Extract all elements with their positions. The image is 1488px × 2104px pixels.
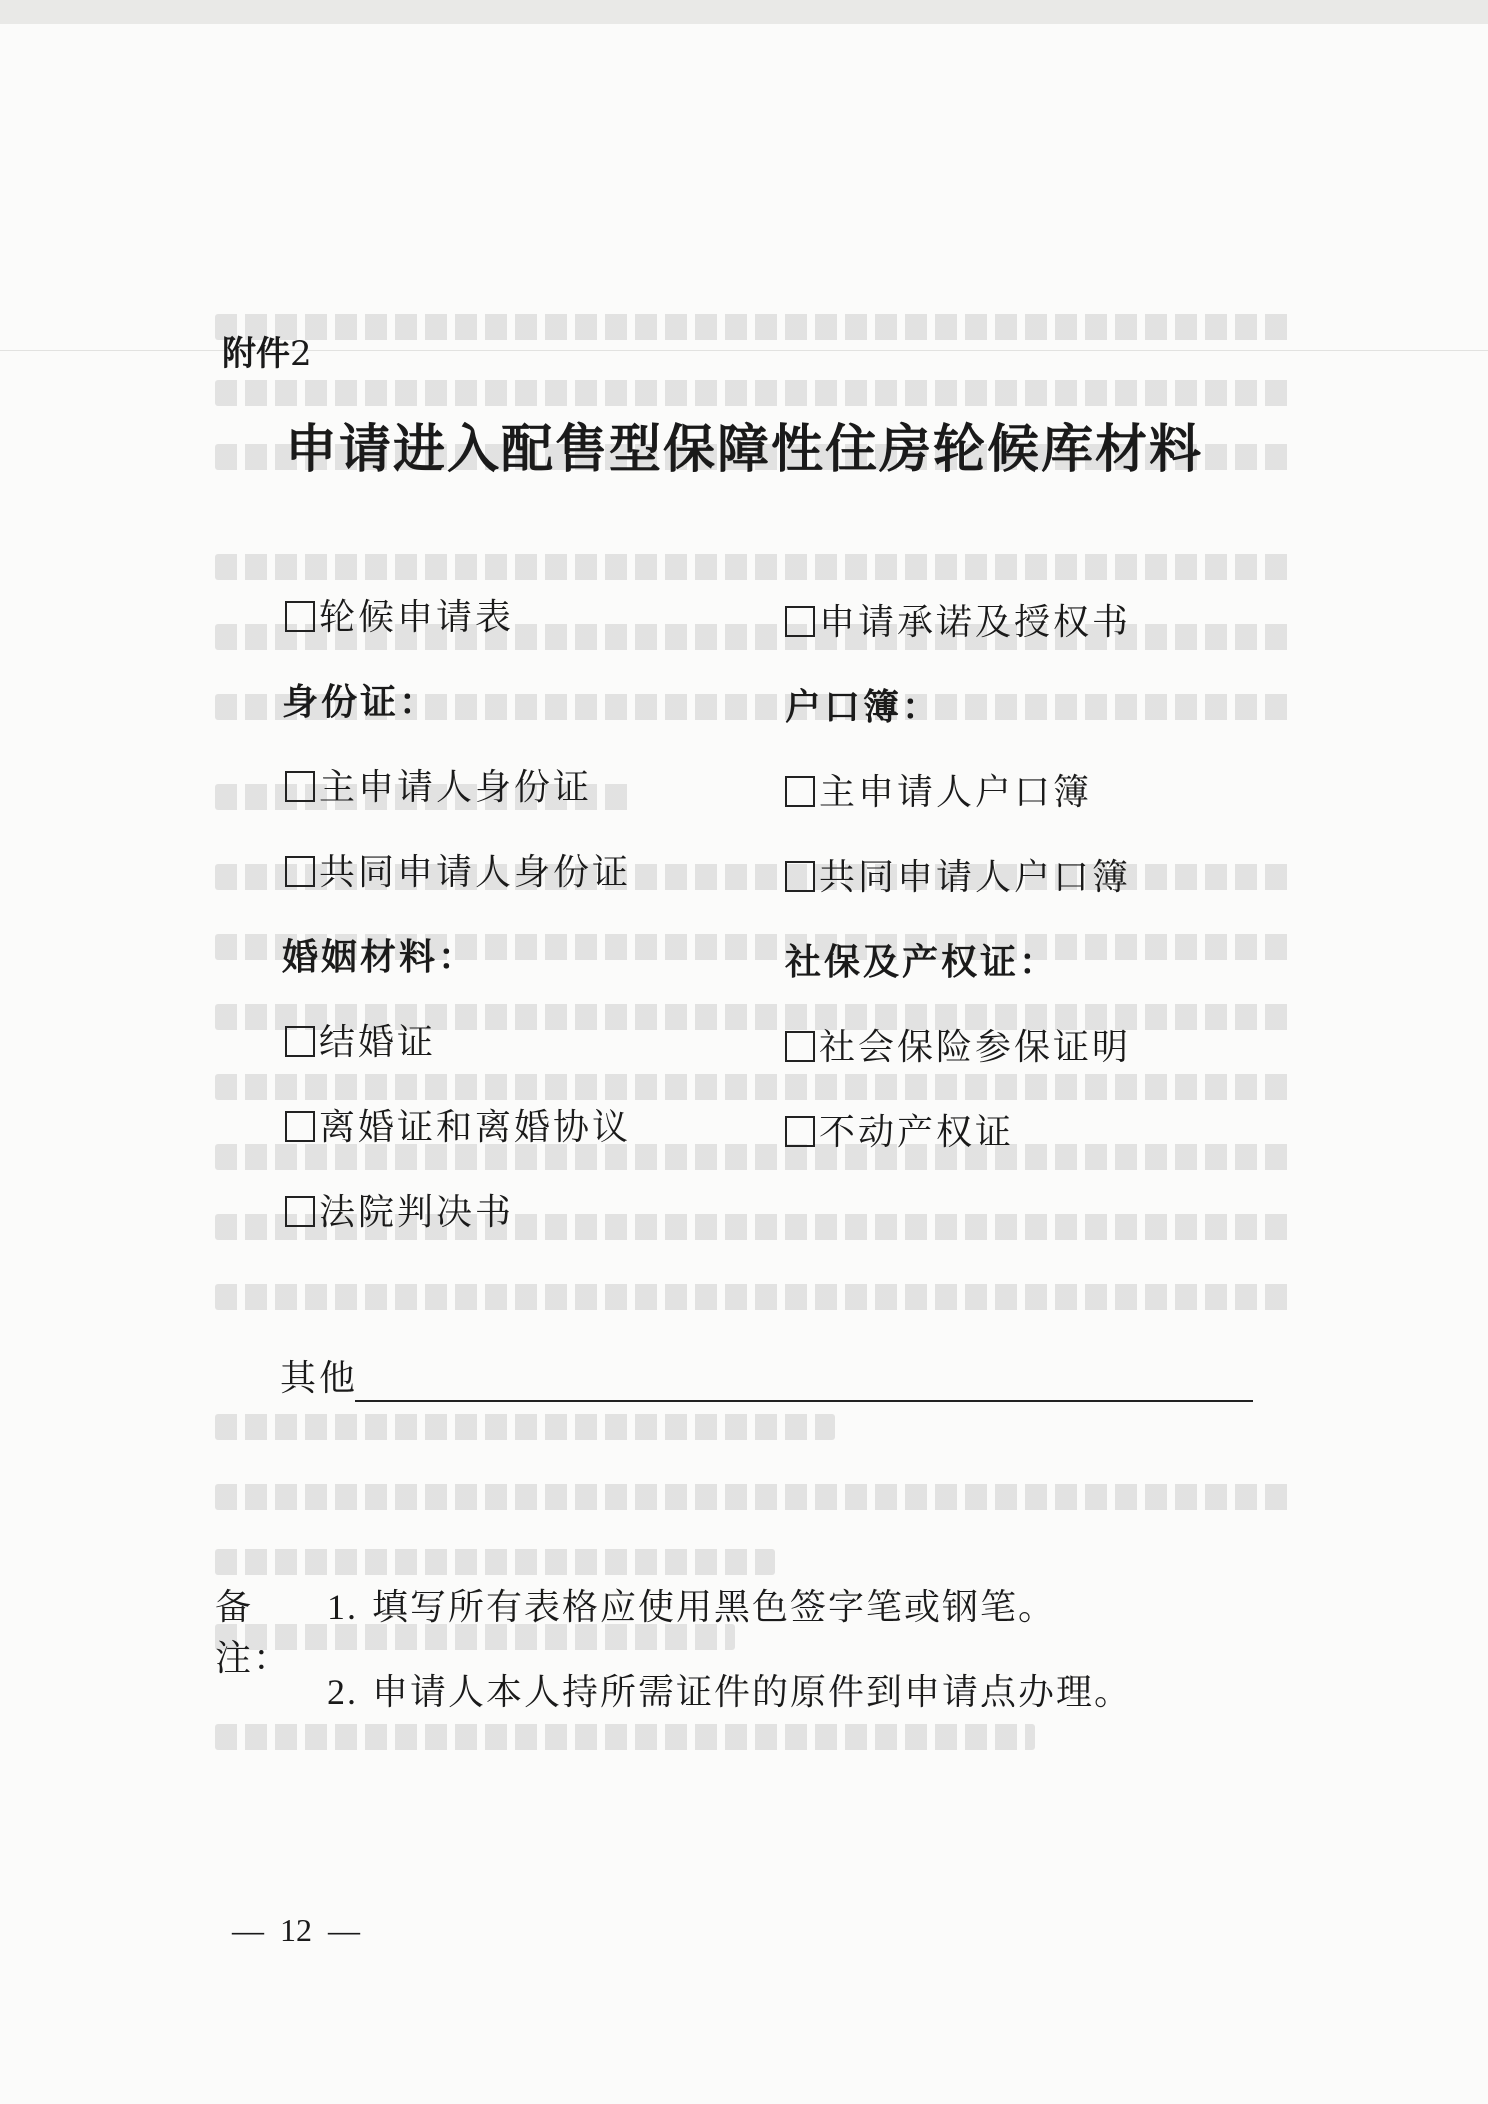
bleed-through-line — [215, 554, 1295, 580]
checkbox-icon[interactable] — [285, 1026, 315, 1057]
notes-section — [215, 1579, 1132, 1749]
item-label: 轮候申请表 — [319, 597, 515, 638]
attachment-word: 附件 — [222, 334, 290, 374]
note-row — [215, 1579, 1132, 1679]
bleed-through-line — [215, 1074, 1295, 1100]
note-text: 申请人本人持所需证件的原件到申请点办理。 — [372, 1672, 1133, 1713]
other-field[interactable] — [355, 1400, 1253, 1402]
document-page — [0, 24, 1488, 2104]
attachment-number: 2 — [290, 334, 312, 374]
note-number: 2. — [327, 1672, 358, 1712]
bleed-through-line — [215, 1484, 1295, 1510]
item-label: 主申请人户口簿 — [819, 772, 1093, 813]
bleed-through-line — [215, 1284, 1295, 1310]
checkbox-icon[interactable] — [785, 1116, 815, 1147]
checklist-item-main-id[interactable] — [285, 759, 592, 810]
section-header-marriage: 婚姻材料： — [282, 936, 478, 978]
section-header-id: 身份证： — [282, 681, 439, 723]
item-label: 离婚证和离婚协议 — [319, 1107, 632, 1148]
item-label: 结婚证 — [319, 1022, 437, 1063]
checklist-item-main-hukou[interactable] — [785, 764, 1092, 815]
bleed-through-line — [215, 380, 1295, 406]
section-header-hukou: 户口簿： — [785, 686, 942, 728]
checklist-item-co-id[interactable] — [285, 844, 631, 895]
checkbox-icon[interactable] — [785, 606, 815, 637]
page-number: — 12 — — [232, 1912, 360, 1948]
notes-label: 备注： — [215, 1587, 292, 1679]
item-label: 主申请人身份证 — [319, 767, 593, 808]
document-title: 申请进入配售型保障性住房轮候库材料 — [284, 419, 1203, 480]
checkbox-icon[interactable] — [785, 861, 815, 892]
section-header-social: 社保及产权证： — [785, 941, 1059, 983]
checkbox-icon[interactable] — [285, 1196, 315, 1227]
item-label: 不动产权证 — [819, 1112, 1015, 1153]
checkbox-icon[interactable] — [285, 1111, 315, 1142]
attachment-label — [222, 326, 312, 375]
checklist-item-property-cert[interactable] — [785, 1104, 1014, 1155]
note-row — [215, 1664, 1132, 1749]
checkbox-icon[interactable] — [785, 776, 815, 807]
checkbox-icon[interactable] — [285, 856, 315, 887]
item-label: 共同申请人户口簿 — [819, 857, 1132, 898]
checklist-item-court-judgment[interactable] — [285, 1184, 514, 1235]
checkbox-icon[interactable] — [285, 601, 315, 632]
checkbox-icon[interactable] — [285, 771, 315, 802]
item-label: 社会保险参保证明 — [819, 1027, 1132, 1068]
checklist-item-divorce-cert[interactable] — [285, 1099, 631, 1150]
item-label: 申请承诺及授权书 — [819, 602, 1132, 643]
checklist-item-social-insurance[interactable] — [785, 1019, 1131, 1070]
note-number: 1. — [327, 1587, 358, 1627]
checklist-item-marriage-cert[interactable] — [285, 1014, 436, 1065]
note-text: 填写所有表格应使用黑色签字笔或钢笔。 — [372, 1587, 1057, 1628]
checklist-item-commitment[interactable] — [785, 594, 1131, 645]
other-label: 其他 — [280, 1358, 359, 1399]
checklist-item-co-hukou[interactable] — [785, 849, 1131, 900]
bleed-through-line — [215, 1414, 835, 1440]
bleed-through-line — [215, 1549, 775, 1575]
checklist-item-waitlist-form[interactable] — [285, 589, 514, 640]
checkbox-icon[interactable] — [785, 1031, 815, 1062]
bleed-through-line — [215, 314, 1295, 340]
item-label: 法院判决书 — [319, 1192, 515, 1233]
item-label: 共同申请人身份证 — [319, 852, 632, 893]
